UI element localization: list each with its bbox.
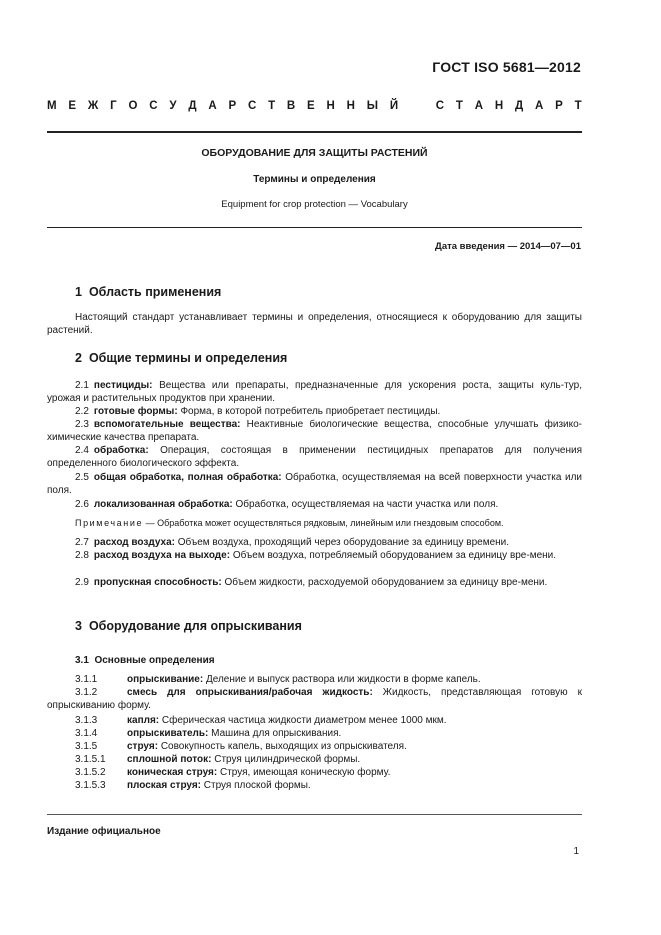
document-title: ОБОРУДОВАНИЕ ДЛЯ ЗАЩИТЫ РАСТЕНИЙ <box>201 147 428 159</box>
definition: Струя плоской формы. <box>203 780 311 791</box>
definition: Обработка, осуществляемая на всей поверхности участка или поля. <box>47 472 582 496</box>
banner-letter: Д <box>188 100 197 112</box>
definition: Сферическая частица жидкости диаметром менее 1000 мкм. <box>161 715 447 726</box>
section-2-heading <box>75 352 287 365</box>
definition: Совокупность капель, выходящих из опрыскивателя. <box>160 741 407 752</box>
note <box>75 517 504 530</box>
definition-2-3: 2.3 вспомогательные вещества: Неактивные биологические вещества, способные улучшать физико-химические качества препарата. <box>47 419 582 443</box>
term: расход воздуха на выходе: <box>93 550 231 561</box>
definition-3-1-3: 3.1.3 капля: Сферическая частица жидкости диаметром менее 1000 мкм. <box>75 715 447 726</box>
banner-letter: М <box>47 100 57 112</box>
banner-letter: Н <box>326 100 335 112</box>
banner-letter: Ж <box>87 100 99 112</box>
banner-letter: В <box>286 100 296 112</box>
section-title: Общие термины и определения <box>88 351 288 365</box>
banner-letter: Т <box>455 100 463 112</box>
term: плоская струя: <box>127 780 202 791</box>
banner-letter: Р <box>555 100 563 112</box>
banner-letter: О <box>128 100 138 112</box>
banner-letter: Е <box>307 100 315 112</box>
banner-letter: Е <box>68 100 77 112</box>
term: обработка: <box>93 445 149 456</box>
definition: Деление и выпуск раствора или жидкости в форме капель. <box>205 674 481 685</box>
section-title: Оборудование для опрыскивания <box>88 619 302 633</box>
section-1-heading <box>75 286 221 299</box>
definition: Объем жидкости, расходуемой оборудованием за единицу вре-мени. <box>224 577 548 588</box>
title-rule <box>47 227 582 228</box>
term: опрыскивание: <box>127 674 204 685</box>
definition: Операция, состоящая в применении пестицидных препаратов для получения определенного биологического эффекта. <box>47 445 583 469</box>
banner-letter: Н <box>346 100 355 112</box>
page-number: 1 <box>573 846 579 857</box>
definition-3-1-5-1: 3.1.5.1 сплошной поток: Струя цилиндрической формы. <box>75 754 361 765</box>
definition: Жидкость, представляющая готовую к опрыскиванию форму. <box>47 687 583 711</box>
standard-code: ГОСТ ISO 5681—2012 <box>432 59 581 75</box>
definition-2-1: 2.1 пестициды: Вещества или препараты, предназначенные для ускорения роста, защиты куль-тур, урожая и растительных продуктов при хранении. <box>47 380 582 404</box>
banner-letter: А <box>534 100 544 112</box>
definition: Машина для опрыскивания. <box>211 728 342 739</box>
term: опрыскиватель: <box>127 728 209 739</box>
definition-2-8: 2.8 расход воздуха на выходе: Объем воздуха, потребляемый оборудованием за единицу вре-мени. <box>75 550 557 561</box>
banner-letter: Д <box>514 100 524 112</box>
subsection-3-1-heading: 3.1 Основные определения <box>75 655 215 666</box>
definition-3-1-1: 3.1.1 опрыскивание: Деление и выпуск раствора или жидкости в форме капель. <box>75 674 481 685</box>
introduction-date: Дата введения — 2014—07—01 <box>435 241 581 252</box>
definition-2-9: 2.9 пропускная способность: Объем жидкости, расходуемой оборудованием за единицу вре-мени. <box>75 577 548 588</box>
term: готовые формы: <box>93 406 178 417</box>
term: струя: <box>127 741 159 752</box>
section-number: 2 <box>75 351 82 365</box>
definition: Обработка, осуществляемая на части участка или поля. <box>235 499 499 510</box>
definition-3-1-5-3: 3.1.5.3 плоская струя: Струя плоской формы. <box>75 780 311 791</box>
banner-letter: Т <box>574 100 582 112</box>
standard-type-banner <box>47 100 582 112</box>
note-label: Примечание <box>75 518 144 528</box>
document-english-title: Equipment for crop protection — Vocabulary <box>221 199 408 210</box>
definition-2-6: 2.6 локализованная обработка: Обработка, осуществляемая на части участка или поля. <box>75 499 499 510</box>
definition-2-7: 2.7 расход воздуха: Объем воздуха, проходящий через оборудование за единицу времени. <box>75 537 510 548</box>
term: расход воздуха: <box>93 537 175 548</box>
banner-letter: С <box>247 100 257 112</box>
term: сплошной поток: <box>127 754 212 765</box>
term: смесь для опрыскивания/рабочая жидкость: <box>127 687 373 698</box>
definition: Вещества или препараты, предназначенные для ускорения роста, защиты куль-тур, урожая и растительных продуктов при хранении. <box>47 380 582 404</box>
term: пропускная способность: <box>93 577 222 588</box>
term: локализованная обработка: <box>93 499 233 510</box>
section-number: 3 <box>75 619 82 633</box>
banner-letter: Й <box>389 100 399 112</box>
section-1-text: Настоящий стандарт устанавливает термины и определения, относящиеся к оборудованию для защиты растений. <box>47 312 582 336</box>
definition-3-1-5: 3.1.5 струя: Совокупность капель, выходящих из опрыскивателя. <box>75 741 407 752</box>
definition: Неактивные биологические вещества, способные улучшать физико-химические качества препарата. <box>47 419 582 443</box>
term: капля: <box>127 715 160 726</box>
document-subtitle: Термины и определения <box>253 174 376 185</box>
section-title: Область применения <box>88 285 222 299</box>
banner-letter: Т <box>268 100 276 112</box>
definition: Форма, в которой потребитель приобретает пестициды. <box>180 406 441 417</box>
banner-letter: У <box>169 100 177 112</box>
banner-letter: С <box>435 100 445 112</box>
banner-letter: А <box>208 100 217 112</box>
banner-letter: Г <box>110 100 117 112</box>
banner-letter: Ы <box>366 100 379 112</box>
definition-2-2: 2.2 готовые формы: Форма, в которой потребитель приобретает пестициды. <box>75 406 441 417</box>
term: коническая струя: <box>127 767 218 778</box>
definition-2-4: 2.4 обработка: Операция, состоящая в применении пестицидных препаратов для получения определенного биологического эффекта. <box>47 445 583 469</box>
banner-letter: Н <box>494 100 504 112</box>
definition-2-5: 2.5 общая обработка, полная обработка: Обработка, осуществляемая на всей поверхности участка или поля. <box>47 472 582 496</box>
banner-word-gap <box>410 100 424 112</box>
term: вспомогательные вещества: <box>93 419 241 430</box>
edition-label: Издание официальное <box>47 826 161 837</box>
banner-letter: С <box>149 100 158 112</box>
definition: Объем воздуха, проходящий через оборудование за единицу времени. <box>177 537 510 548</box>
definition: Струя цилиндрической формы. <box>214 754 361 765</box>
term: общая обработка, полная обработка: <box>93 472 282 483</box>
header-rule <box>47 131 582 133</box>
term: пестициды: <box>93 380 153 391</box>
banner-letter: А <box>474 100 484 112</box>
section-3-heading <box>75 620 302 633</box>
definition-3-1-5-2: 3.1.5.2 коническая струя: Струя, имеющая коническую форму. <box>75 767 391 778</box>
footer-rule <box>47 814 582 815</box>
definition: Объем воздуха, потребляемый оборудованием за единицу вре-мени. <box>232 550 557 561</box>
note-text: — Обработка может осуществляться рядковым, линейным или гнездовым способом. <box>145 518 504 528</box>
definition-3-1-2: 3.1.2 смесь для опрыскивания/рабочая жидкость: Жидкость, представляющая готовую к опрыскиванию форму. <box>47 687 583 711</box>
definition: Струя, имеющая коническую форму. <box>219 767 391 778</box>
definition-3-1-4: 3.1.4 опрыскиватель: Машина для опрыскивания. <box>75 728 342 739</box>
banner-letter: Р <box>228 100 237 112</box>
section-number: 1 <box>75 285 82 299</box>
